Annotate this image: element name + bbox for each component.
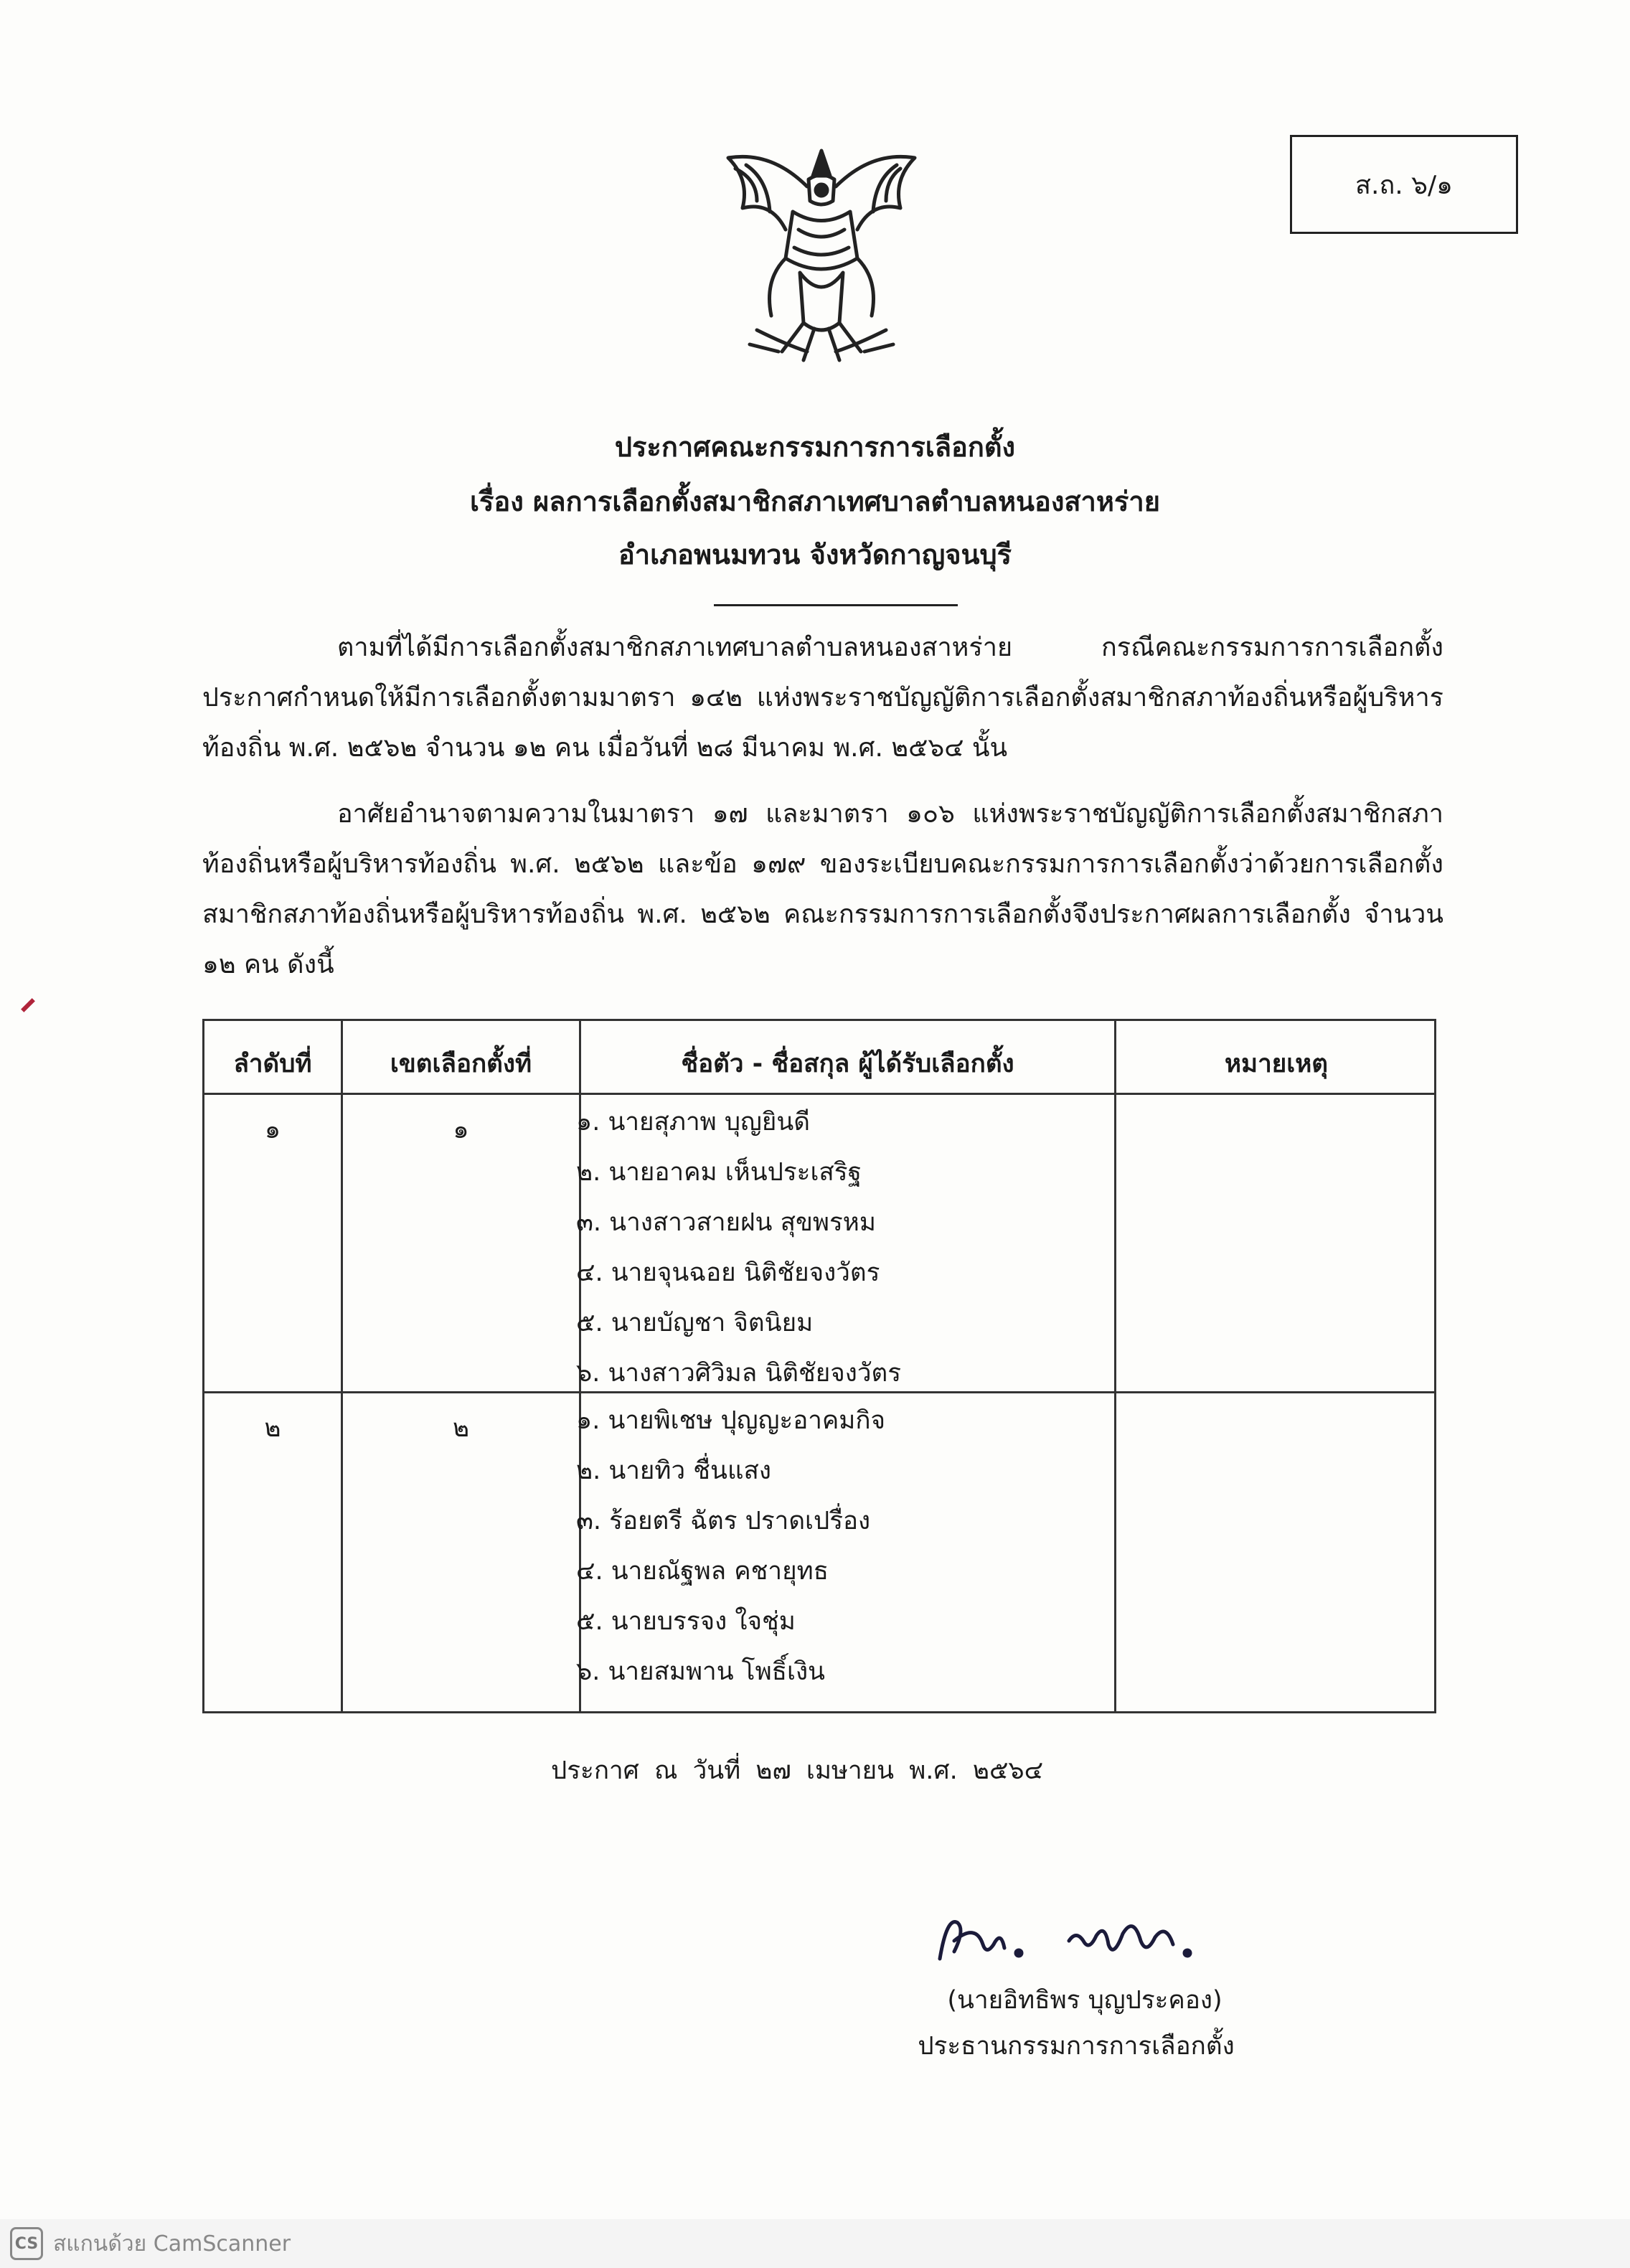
body-paragraph-1: ตามที่ได้มีการเลือกตั้งสมาชิกสภาเทศบาลตำบลหนองสาหร่าย กรณีคณะกรรมการการเลือกตั้งประกาศกำหนดให้มีการเลือกตั้งตามมาตรา ๑๔๒ แห่งพระราชบัญญัติการเลือกตั้งสมาชิกสภาท้องถิ่นหรือผู้บริหารท้องถิ่น พ.ศ. ๒๕๖๒ จำนวน ๑๒ คน เมื่อวันที่ ๒๘ มีนาคม พ.ศ. ๒๕๖๔ นั้น [202,633,1443,763]
form-code-box [1290,135,1518,234]
body-paragraph-2: อาศัยอำนาจตามความในมาตรา ๑๗ และมาตรา ๑๐๖ แห่งพระราชบัญญัติการเลือกตั้งสมาชิกสภาท้องถิ่นหรือผู้บริหารท้องถิ่น พ.ศ. ๒๕๖๒ และข้อ ๑๗๙ ของระเบียบคณะกรรมการการเลือกตั้งว่าด้วยการเลือกตั้งสมาชิกสภาท้องถิ่นหรือผู้บริหารท้องถิ่น พ.ศ. ๒๕๖๒ คณะกรรมการการเลือกตั้งจึงประกาศผลการเลือกตั้ง จำนวน ๑๒ คน ดังนี้ [202,799,1443,979]
winner-name: ๑. นายสุภาพ บุญยินดี [576,1108,811,1137]
heading-line-2: เรื่อง ผลการเลือกตั้งสมาชิกสภาเทศบาลตำบลหนองสาหร่าย [470,486,1160,517]
winner-name: ๖. นายสมพาน โพธิ์เงิน [576,1657,825,1686]
winner-name: ๒. นายทิว ชื่นแสง [576,1457,771,1485]
group-2-district: ๒ [452,1414,470,1443]
garuda-emblem-icon [714,136,929,380]
group-1-order: ๑ [264,1116,281,1144]
winner-name: ๔. นายจุนฉอย นิติชัยจงวัตร [576,1258,880,1287]
heading-divider [714,604,958,606]
header-names: ชื่อตัว - ชื่อสกุล ผู้ได้รับเลือกตั้ง [681,1050,1014,1078]
winner-name: ๕. นายบรรจง ใจชุ่ม [576,1607,796,1636]
handwritten-signature [925,1901,1227,1980]
winner-name: ๕. นายบัญชา จิตนิยม [576,1309,814,1337]
group-2-order: ๒ [264,1414,281,1443]
signer-name: (นายอิทธิพร บุญประคอง) [947,1986,1222,2015]
form-code: ส.ถ. ๖/๑ [1355,170,1453,200]
winner-name: ๒. นายอาคม เห็นประเสริฐ [576,1158,862,1187]
declaration-date: ประกาศ ณ วันที่ ๒๗ เมษายน พ.ศ. ๒๕๖๔ [551,1756,1044,1785]
heading-line-3: อำเภอพนมทวน จังหวัดกาญจนบุรี [618,539,1012,570]
header-district: เขตเลือกตั้งที่ [390,1050,532,1078]
signer-position: ประธานกรรมการการเลือกตั้ง [918,2032,1235,2061]
header-order: ลำดับที่ [233,1050,312,1078]
winner-name: ๑. นายพิเชษ ปุญญะอาคมกิจ [576,1406,886,1435]
camscanner-logo-icon: CS [10,2227,43,2260]
winner-name: ๖. นางสาวศิวิมล นิติชัยจงวัตร [576,1359,902,1388]
winner-name: ๓. นางสาวสายฝน สุขพรหม [576,1208,876,1237]
scanner-footer-text: สแกนด้วย CamScanner [53,2231,291,2257]
results-table [202,1019,1436,1713]
scanner-footer [0,2219,1630,2268]
margin-pen-mark [21,998,35,1012]
header-remarks: หมายเหตุ [1224,1050,1329,1078]
winner-name: ๓. ร้อยตรี ฉัตร ปราดเปรื่อง [576,1507,871,1535]
heading-line-1: ประกาศคณะกรรมการการเลือกตั้ง [614,431,1016,463]
winner-name: ๔. นายณัฐพล คชายุทธ [576,1557,829,1586]
group-1-district: ๑ [453,1116,469,1144]
